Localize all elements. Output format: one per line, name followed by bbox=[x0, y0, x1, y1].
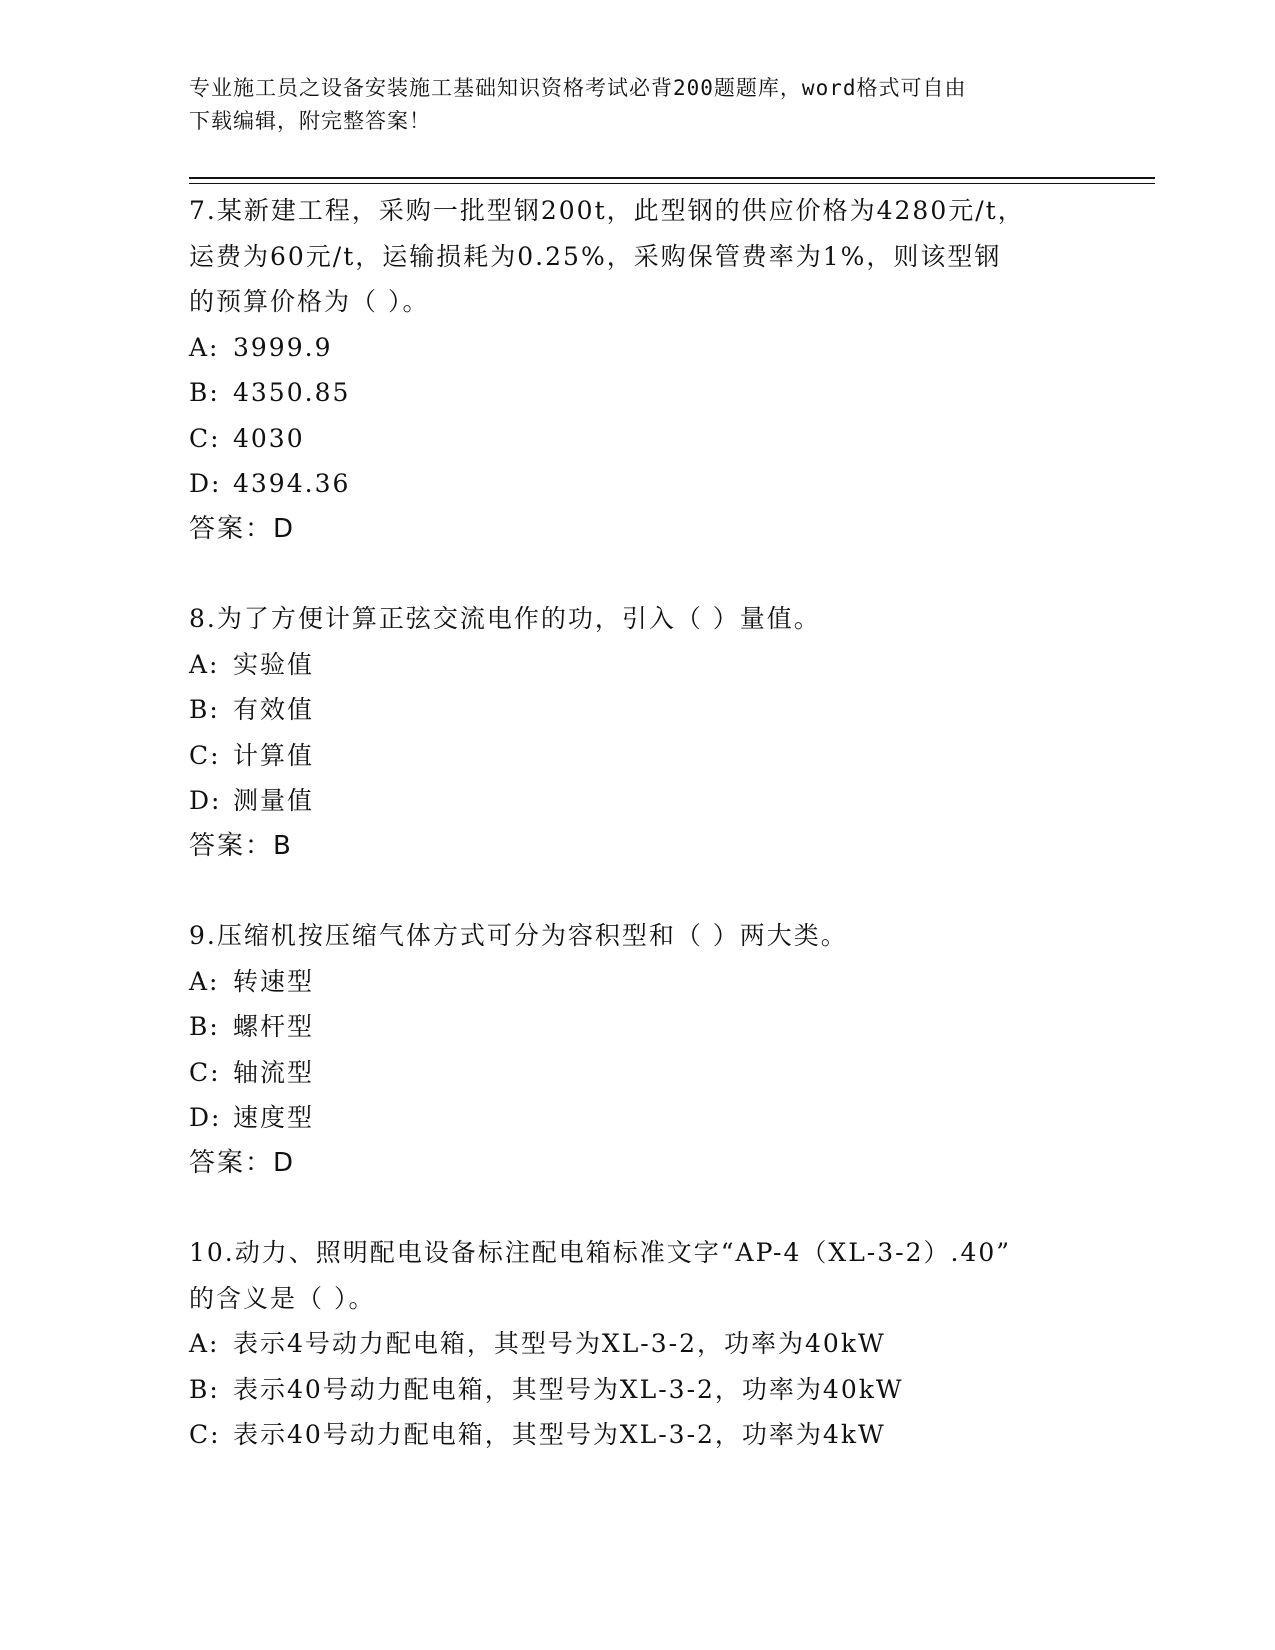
option-text: 4030 bbox=[233, 423, 305, 453]
option-letter: B: bbox=[189, 695, 220, 724]
option-letter: C: bbox=[189, 1420, 221, 1449]
option-text: 速度型 bbox=[233, 1103, 315, 1132]
option-text: 螺杆型 bbox=[233, 1012, 315, 1041]
option-letter: C: bbox=[189, 740, 221, 770]
option-c bbox=[189, 1412, 1089, 1458]
answer-line: 答案：B bbox=[189, 830, 293, 861]
option-b bbox=[189, 1004, 1089, 1050]
option-c bbox=[189, 416, 1089, 462]
option-letter: C: bbox=[189, 423, 221, 453]
option-letter: D: bbox=[189, 786, 222, 815]
document-header bbox=[189, 72, 1069, 138]
option-b bbox=[189, 370, 1089, 416]
option-c bbox=[189, 1050, 1089, 1096]
option-letter: B: bbox=[189, 378, 220, 407]
option-c bbox=[189, 733, 1089, 779]
option-text: 转速型 bbox=[233, 966, 315, 996]
option-a bbox=[189, 642, 1089, 688]
option-b bbox=[189, 687, 1089, 733]
option-letter: D: bbox=[189, 1103, 222, 1132]
header-line-1: 专业施工员之设备安装施工基础知识资格考试必背200题题库，word格式可自由 bbox=[189, 76, 967, 100]
header-divider-thin bbox=[189, 183, 1155, 184]
option-text: 测量值 bbox=[233, 786, 315, 815]
answer-line: 答案：D bbox=[189, 1147, 296, 1178]
option-letter: B: bbox=[189, 1374, 220, 1404]
option-b bbox=[189, 1367, 1089, 1413]
stem-line: 8.为了方便计算正弦交流电作的功，引入（ ）量值。 bbox=[189, 604, 821, 633]
stem-line: 7.某新建工程，采购一批型钢200t，此型钢的供应价格为4280元/t， bbox=[189, 196, 1025, 225]
option-text: 轴流型 bbox=[233, 1057, 315, 1087]
option-text: 4350.85 bbox=[233, 378, 351, 407]
stem-line: 运费为60元/t，运输损耗为0.25%，采购保管费率为1%，则该型钢 bbox=[189, 241, 1002, 271]
option-text: 3999.9 bbox=[233, 332, 333, 362]
option-letter: A: bbox=[189, 1329, 220, 1358]
option-text: 表示40号动力配电箱，其型号为XL-3-2，功率为4kW bbox=[233, 1420, 886, 1449]
question-stem bbox=[189, 188, 1089, 325]
question-list bbox=[189, 188, 1089, 1502]
option-letter: A: bbox=[189, 966, 220, 996]
option-text: 表示4号动力配电箱，其型号为XL-3-2，功率为40kW bbox=[233, 1329, 886, 1358]
option-letter: B: bbox=[189, 1012, 220, 1041]
answer-line: 答案：D bbox=[189, 513, 296, 544]
option-letter: A: bbox=[189, 332, 220, 362]
option-text: 实验值 bbox=[233, 649, 315, 679]
header-line-2: 下载编辑，附完整答案！ bbox=[189, 109, 431, 133]
question-10 bbox=[189, 1230, 1089, 1458]
option-letter: D: bbox=[189, 469, 222, 498]
question-stem bbox=[189, 1230, 1089, 1321]
stem-line: 10.动力、照明配电设备标注配电箱标准文字“AP-4（XL-3-2）.40” bbox=[189, 1238, 1012, 1267]
question-8 bbox=[189, 596, 1089, 869]
option-text: 表示40号动力配电箱，其型号为XL-3-2，功率为40kW bbox=[233, 1374, 904, 1404]
option-text: 有效值 bbox=[233, 695, 315, 724]
question-stem bbox=[189, 596, 1089, 642]
stem-line: 的含义是（ ）。 bbox=[189, 1283, 376, 1313]
stem-line: 的预算价格为（ ）。 bbox=[189, 287, 430, 316]
option-d bbox=[189, 1095, 1089, 1141]
option-a bbox=[189, 325, 1089, 371]
stem-line: 9.压缩机按压缩气体方式可分为容积型和（ ）两大类。 bbox=[189, 921, 848, 950]
option-a bbox=[189, 959, 1089, 1005]
question-7 bbox=[189, 188, 1089, 552]
option-letter: A: bbox=[189, 649, 220, 679]
question-stem bbox=[189, 913, 1089, 959]
option-a bbox=[189, 1321, 1089, 1367]
option-d bbox=[189, 778, 1089, 824]
option-d bbox=[189, 461, 1089, 507]
option-text: 4394.36 bbox=[233, 469, 351, 498]
header-divider-thick bbox=[189, 177, 1155, 179]
option-text: 计算值 bbox=[233, 740, 315, 770]
option-letter: C: bbox=[189, 1057, 221, 1087]
question-9 bbox=[189, 913, 1089, 1186]
